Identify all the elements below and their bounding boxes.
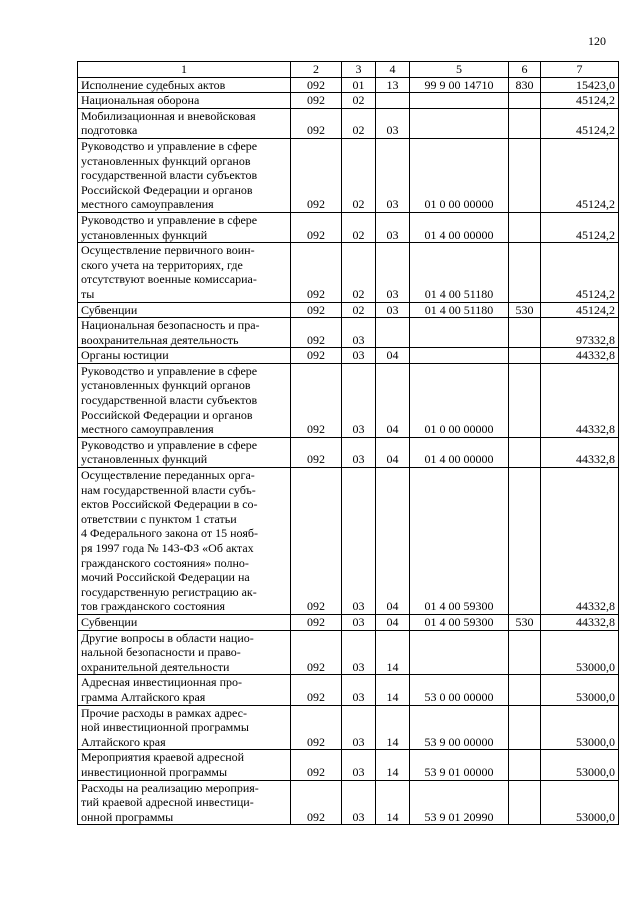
row-csr: 01 0 00 00000 (410, 138, 509, 212)
row-name: Национальная безопасность и пра- воохранительная деятельность (78, 318, 291, 348)
row-gr: 092 (291, 302, 342, 318)
row-rz: 03 (342, 363, 376, 437)
row-name: Руководство и управление в сфере установленных функций органов государственной власти субъектов Российской Федерации и органов местного самоуправления (78, 363, 291, 437)
table-row (78, 437, 619, 467)
row-vr (509, 705, 541, 750)
row-csr: 01 0 00 00000 (410, 363, 509, 437)
row-rz: 02 (342, 138, 376, 212)
table-row (78, 77, 619, 93)
row-gr: 092 (291, 243, 342, 302)
row-gr: 092 (291, 630, 342, 675)
row-name: Руководство и управление в сфере установленных функций (78, 437, 291, 467)
row-vr (509, 468, 541, 615)
row-vr (509, 212, 541, 242)
row-sum: 53000,0 (541, 675, 619, 705)
table-row (78, 138, 619, 212)
budget-table (77, 61, 619, 825)
row-name: Прочие расходы в рамках адрес- ной инвестиционной программы Алтайского края (78, 705, 291, 750)
row-name: Мобилизационная и вневойсковая подготовка (78, 108, 291, 138)
row-csr (410, 318, 509, 348)
row-csr: 01 4 00 51180 (410, 302, 509, 318)
row-pr: 14 (376, 675, 410, 705)
row-name: Расходы на реализацию мероприя- тий краевой адресной инвестици- онной программы (78, 780, 291, 825)
row-csr: 01 4 00 00000 (410, 212, 509, 242)
row-csr: 01 4 00 00000 (410, 437, 509, 467)
row-rz: 03 (342, 705, 376, 750)
row-rz: 02 (342, 212, 376, 242)
table-row (78, 468, 619, 615)
row-name: Осуществление переданных орга- нам государственной власти субъ- ектов Российской Федерации в со- ответствии с пунктом 1 статьи 4 Федерального закона от 15 нояб- ря 1997 года № 143-ФЗ «Об актах гражданского состояния» полно- мочий Российской Федерации на государственную регистрацию ак- тов гражданского состояния (78, 468, 291, 615)
row-gr: 092 (291, 138, 342, 212)
row-gr: 092 (291, 437, 342, 467)
row-pr: 14 (376, 750, 410, 780)
row-gr: 092 (291, 108, 342, 138)
table-row (78, 363, 619, 437)
row-vr (509, 93, 541, 109)
row-rz: 03 (342, 437, 376, 467)
row-vr: 530 (509, 614, 541, 630)
table-row (78, 302, 619, 318)
header-row (78, 62, 619, 78)
table-row (78, 675, 619, 705)
row-rz: 03 (342, 468, 376, 615)
row-pr (376, 318, 410, 348)
table-row (78, 243, 619, 302)
column-header: 6 (509, 62, 541, 78)
column-header: 2 (291, 62, 342, 78)
row-gr: 092 (291, 348, 342, 364)
row-pr: 03 (376, 108, 410, 138)
table-row (78, 750, 619, 780)
table-row (78, 348, 619, 364)
table-row (78, 93, 619, 109)
row-vr (509, 243, 541, 302)
row-vr (509, 318, 541, 348)
row-csr: 01 4 00 51180 (410, 243, 509, 302)
row-pr: 03 (376, 138, 410, 212)
row-gr: 092 (291, 780, 342, 825)
table-row (78, 614, 619, 630)
row-pr: 04 (376, 614, 410, 630)
row-name: Национальная оборона (78, 93, 291, 109)
row-rz: 02 (342, 243, 376, 302)
row-gr: 092 (291, 468, 342, 615)
row-vr (509, 630, 541, 675)
row-name: Мероприятия краевой адресной инвестиционной программы (78, 750, 291, 780)
page-number: 120 (588, 34, 606, 48)
row-vr: 530 (509, 302, 541, 318)
row-sum: 44332,8 (541, 363, 619, 437)
table-row (78, 705, 619, 750)
row-sum: 45124,2 (541, 243, 619, 302)
row-vr (509, 363, 541, 437)
table-row (78, 212, 619, 242)
column-header: 1 (78, 62, 291, 78)
row-sum: 45124,2 (541, 93, 619, 109)
row-sum: 44332,8 (541, 468, 619, 615)
row-rz: 03 (342, 318, 376, 348)
row-sum: 45124,2 (541, 302, 619, 318)
row-pr: 04 (376, 363, 410, 437)
row-pr: 14 (376, 780, 410, 825)
row-gr: 092 (291, 212, 342, 242)
row-pr: 04 (376, 468, 410, 615)
column-header: 3 (342, 62, 376, 78)
row-sum: 45124,2 (541, 108, 619, 138)
table-row (78, 318, 619, 348)
row-rz: 03 (342, 348, 376, 364)
row-csr (410, 93, 509, 109)
row-pr: 14 (376, 705, 410, 750)
row-csr: 53 9 01 20990 (410, 780, 509, 825)
row-sum: 44332,8 (541, 348, 619, 364)
table-row (78, 108, 619, 138)
row-sum: 44332,8 (541, 614, 619, 630)
row-sum: 53000,0 (541, 630, 619, 675)
row-sum: 53000,0 (541, 750, 619, 780)
row-gr: 092 (291, 614, 342, 630)
row-sum: 45124,2 (541, 212, 619, 242)
row-name: Руководство и управление в сфере установленных функций органов государственной власти субъектов Российской Федерации и органов местного самоуправления (78, 138, 291, 212)
row-vr (509, 780, 541, 825)
row-sum: 53000,0 (541, 780, 619, 825)
row-name: Субвенции (78, 302, 291, 318)
row-pr: 04 (376, 437, 410, 467)
row-pr: 04 (376, 348, 410, 364)
row-gr: 092 (291, 318, 342, 348)
row-csr (410, 348, 509, 364)
column-header: 4 (376, 62, 410, 78)
row-csr: 53 9 00 00000 (410, 705, 509, 750)
column-header: 5 (410, 62, 509, 78)
row-csr: 01 4 00 59300 (410, 614, 509, 630)
row-sum: 44332,8 (541, 437, 619, 467)
row-pr (376, 93, 410, 109)
row-pr: 13 (376, 77, 410, 93)
row-rz: 02 (342, 108, 376, 138)
row-name: Адресная инвестиционная про- грамма Алтайского края (78, 675, 291, 705)
row-sum: 15423,0 (541, 77, 619, 93)
row-vr (509, 348, 541, 364)
row-csr (410, 108, 509, 138)
row-sum: 53000,0 (541, 705, 619, 750)
row-gr: 092 (291, 363, 342, 437)
row-rz: 03 (342, 750, 376, 780)
row-name: Исполнение судебных актов (78, 77, 291, 93)
row-rz: 01 (342, 77, 376, 93)
row-csr (410, 630, 509, 675)
row-gr: 092 (291, 93, 342, 109)
row-csr: 53 0 00 00000 (410, 675, 509, 705)
row-rz: 03 (342, 780, 376, 825)
row-csr: 53 9 01 00000 (410, 750, 509, 780)
row-gr: 092 (291, 750, 342, 780)
row-rz: 03 (342, 675, 376, 705)
row-csr: 01 4 00 59300 (410, 468, 509, 615)
row-rz: 03 (342, 630, 376, 675)
row-vr (509, 108, 541, 138)
row-name: Руководство и управление в сфере установленных функций (78, 212, 291, 242)
row-pr: 03 (376, 243, 410, 302)
column-header: 7 (541, 62, 619, 78)
table-row (78, 630, 619, 675)
row-rz: 03 (342, 614, 376, 630)
row-name: Другие вопросы в области нацио- нальной безопасности и право- охранительной деятельности (78, 630, 291, 675)
row-vr (509, 675, 541, 705)
table-body (78, 77, 619, 825)
row-rz: 02 (342, 302, 376, 318)
row-csr: 99 9 00 14710 (410, 77, 509, 93)
row-gr: 092 (291, 675, 342, 705)
row-name: Осуществление первичного воин- ского учета на территориях, где отсутствуют военные комиссариа- ты (78, 243, 291, 302)
row-pr: 14 (376, 630, 410, 675)
row-vr (509, 437, 541, 467)
row-rz: 02 (342, 93, 376, 109)
row-sum: 45124,2 (541, 138, 619, 212)
row-vr (509, 138, 541, 212)
row-pr: 03 (376, 212, 410, 242)
row-gr: 092 (291, 77, 342, 93)
row-name: Субвенции (78, 614, 291, 630)
row-pr: 03 (376, 302, 410, 318)
table-row (78, 780, 619, 825)
row-name: Органы юстиции (78, 348, 291, 364)
row-sum: 97332,8 (541, 318, 619, 348)
row-vr (509, 750, 541, 780)
row-vr: 830 (509, 77, 541, 93)
row-gr: 092 (291, 705, 342, 750)
